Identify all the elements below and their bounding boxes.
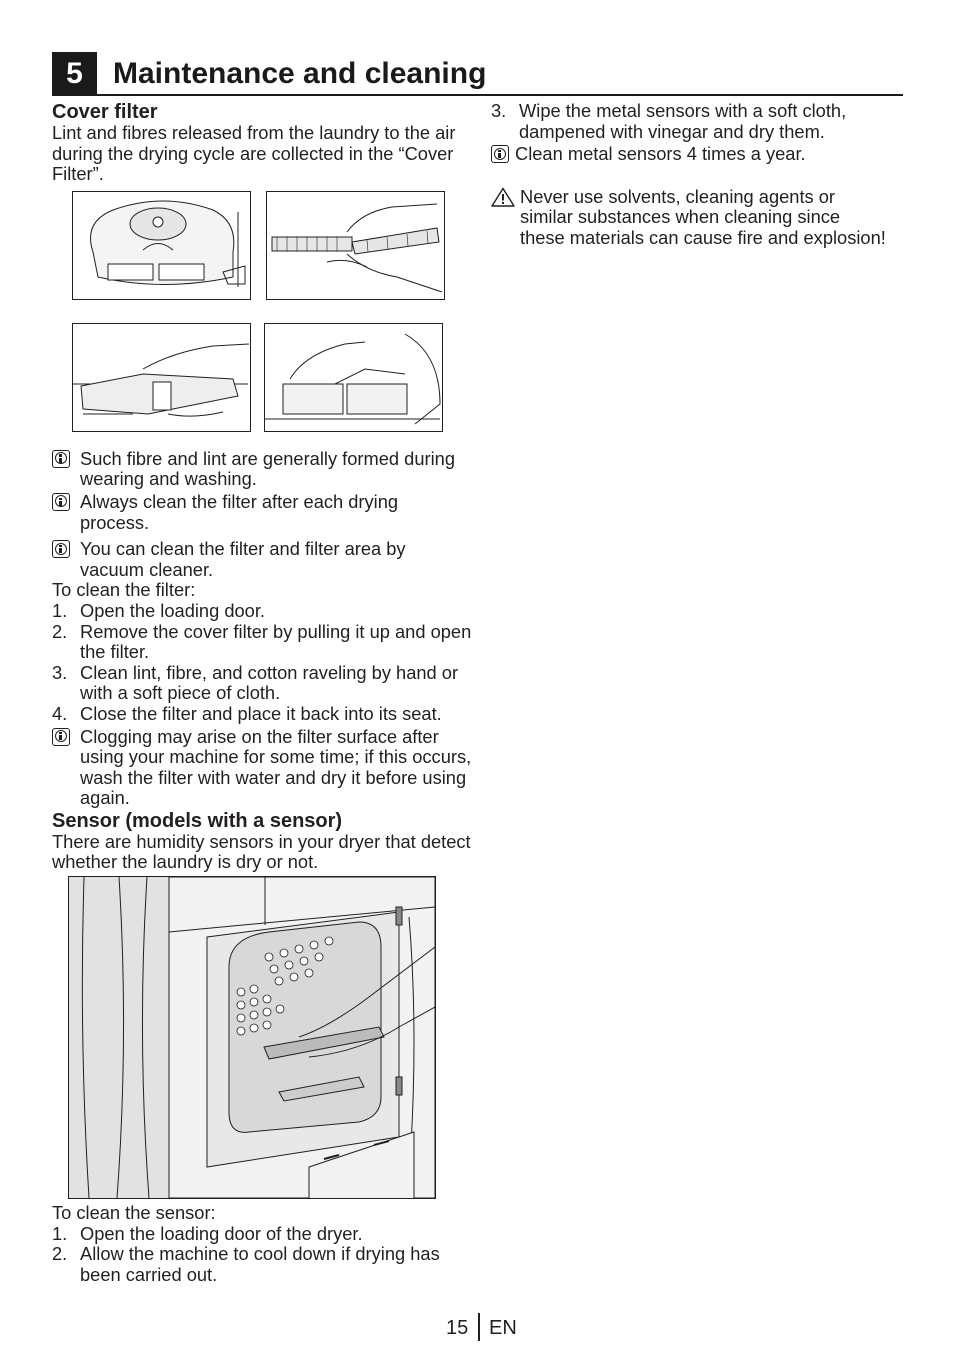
filter-step: 3. Clean lint, fibre, and cotton raveling by hand or with a soft piece of cloth. <box>52 661 459 704</box>
info-icon <box>52 728 70 746</box>
sensor-intro: There are humidity sensors in your dryer that detect whether the laundry is dry or not. <box>52 830 471 873</box>
filter-step: 1. Open the loading door. <box>52 599 265 621</box>
right-column <box>491 101 886 249</box>
filter-step: 4. Close the filter and place it back into its seat. <box>52 702 442 724</box>
sensor-step: 1. Open the loading door of the dryer. <box>52 1222 363 1244</box>
filter-figure-4 <box>264 323 443 432</box>
filter-figure-3 <box>72 323 251 432</box>
cover-filter-heading: Cover filter <box>52 101 158 123</box>
filter-figures <box>52 191 472 443</box>
info-icon <box>52 540 70 558</box>
info-note-clogging: Clogging may arise on the filter surface after using your machine for some time; if this occurs, wash the filter with water and dry it before using again. <box>52 727 472 809</box>
header-rule <box>97 94 903 96</box>
info-note-sensors: Clean metal sensors 4 times a year. <box>491 144 886 165</box>
filter-figure-1 <box>72 191 251 300</box>
left-column <box>52 101 472 1285</box>
info-icon <box>491 145 509 163</box>
cover-filter-intro: Lint and fibres released from the laundry to the air during the drying cycle are collected in the “Cover Filter”. <box>52 122 456 185</box>
warning-triangle-icon <box>491 187 515 207</box>
chapter-number: 5 <box>52 52 97 96</box>
footer-separator <box>478 1313 480 1341</box>
language-code: EN <box>489 1317 517 1339</box>
info-note-clean: Always clean the filter after each drying process. <box>52 492 472 533</box>
filter-figure-2 <box>266 191 445 300</box>
sensor-steps-intro: To clean the sensor: <box>52 1202 216 1224</box>
sensor-figure <box>68 876 436 1199</box>
filter-steps-intro: To clean the filter: <box>52 579 196 601</box>
sensor-heading: Sensor (models with a sensor) <box>52 809 343 832</box>
info-icon <box>52 450 70 468</box>
info-note-vacuum: You can clean the filter and filter area by vacuum cleaner. <box>52 539 472 580</box>
filter-step: 2. Remove the cover filter by pulling it up and open the filter. <box>52 620 472 663</box>
info-note-fibre: Such fibre and lint are generally formed during wearing and washing. <box>52 449 472 490</box>
page-number: 15 <box>446 1317 469 1339</box>
chapter-header <box>52 52 903 96</box>
info-icon <box>52 493 70 511</box>
warning-note: Never use solvents, cleaning agents or similar substances when cleaning since these materials can cause fire and explosion! <box>491 187 886 249</box>
sensor-step: 3. Wipe the metal sensors with a soft cloth, dampened with vinegar and dry them. <box>491 100 847 142</box>
sensor-step: 2. Allow the machine to cool down if drying has been carried out. <box>52 1243 440 1285</box>
chapter-title: Maintenance and cleaning <box>113 57 487 90</box>
